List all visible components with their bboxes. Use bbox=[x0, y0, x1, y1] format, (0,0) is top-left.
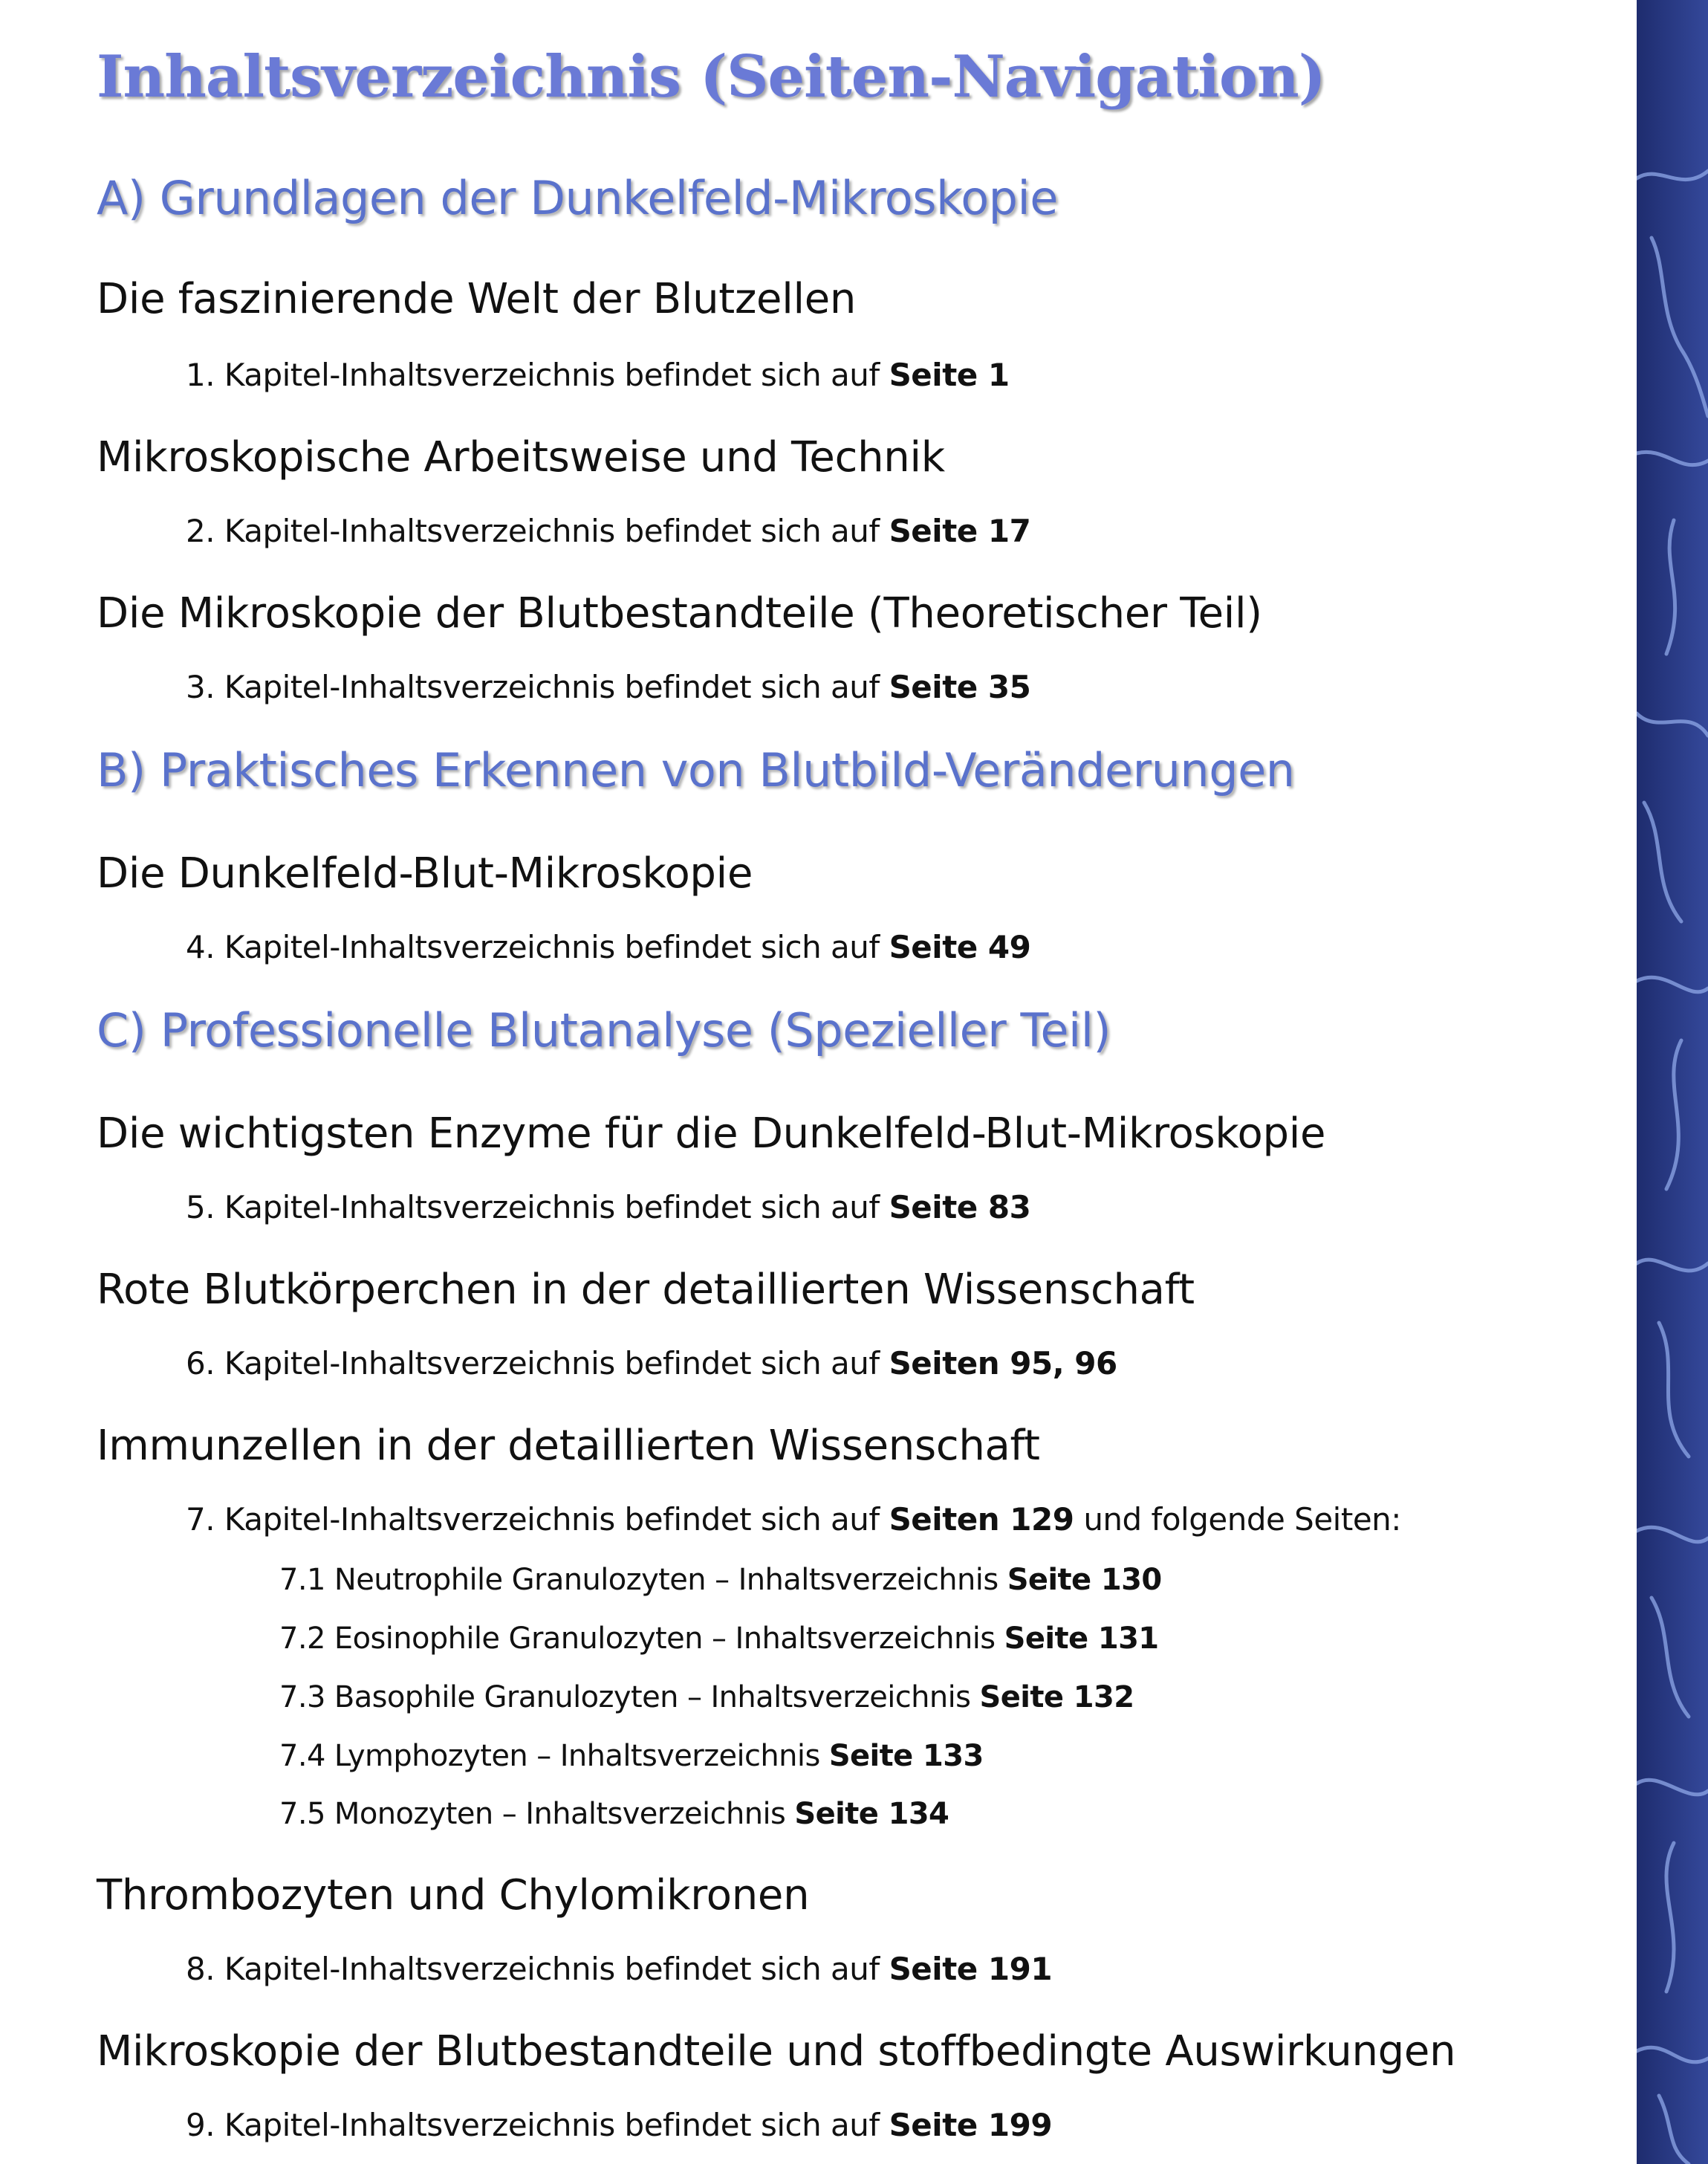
page-number-link[interactable]: Seite 83 bbox=[889, 1189, 1031, 1225]
chapter-title: Thrombozyten und Chylomikronen bbox=[97, 1871, 810, 1920]
chapter-page-reference bbox=[186, 1189, 1030, 1225]
page-number-link[interactable]: Seite 130 bbox=[1007, 1563, 1162, 1597]
subchapter-reference bbox=[279, 1739, 984, 1773]
page-number-link[interactable]: Seiten 129 bbox=[889, 1501, 1074, 1538]
chapter-page-reference bbox=[186, 513, 1030, 549]
subchapter-text: 7.3 Basophile Granulozyten – Inhaltsverzeichnis bbox=[279, 1680, 971, 1714]
page-number-link[interactable]: Seite 191 bbox=[889, 1951, 1053, 1987]
chapter-reference-text: 8. Kapitel-Inhaltsverzeichnis befindet sich auf bbox=[186, 1951, 880, 1987]
subchapter-text: 7.5 Monozyten – Inhaltsverzeichnis bbox=[279, 1797, 786, 1831]
subchapter-reference bbox=[279, 1797, 949, 1831]
page-number-link[interactable]: Seite 133 bbox=[828, 1739, 984, 1773]
chapter-title: Die Dunkelfeld-Blut-Mikroskopie bbox=[97, 849, 753, 898]
chapter-title: Rote Blutkörperchen in der detaillierten Wissenschaft bbox=[97, 1266, 1195, 1314]
chapter-page-reference bbox=[186, 2107, 1052, 2143]
page-number-link[interactable]: Seite 132 bbox=[979, 1680, 1134, 1714]
chapter-title: Mikroskopie der Blutbestandteile und stoffbedingte Auswirkungen bbox=[97, 2027, 1456, 2076]
chapter-page-reference bbox=[186, 1345, 1117, 1381]
page-number-link[interactable]: Seite 199 bbox=[889, 2107, 1053, 2143]
chapter-title: Die faszinierende Welt der Blutzellen bbox=[97, 275, 857, 323]
chapter-reference-text: 3. Kapitel-Inhaltsverzeichnis befindet sich auf bbox=[186, 669, 880, 705]
cell-texture-graphic bbox=[1637, 0, 1708, 2164]
chapter-title: Immunzellen in der detaillierten Wissenschaft bbox=[97, 1422, 1040, 1470]
section-heading-c: C) Professionelle Blutanalyse (Spezieller Teil) bbox=[97, 1003, 1111, 1057]
section-heading-a: A) Grundlagen der Dunkelfeld-Mikroskopie bbox=[97, 171, 1058, 225]
chapter-reference-text: 9. Kapitel-Inhaltsverzeichnis befindet sich auf bbox=[186, 2107, 880, 2143]
subchapter-reference bbox=[279, 1680, 1134, 1714]
subchapter-text: 7.2 Eosinophile Granulozyten – Inhaltsverzeichnis bbox=[279, 1622, 996, 1656]
page-number-link[interactable]: Seiten 95, 96 bbox=[889, 1345, 1117, 1381]
chapter-reference-text: 7. Kapitel-Inhaltsverzeichnis befindet sich auf bbox=[186, 1501, 880, 1538]
chapter-reference-text: 1. Kapitel-Inhaltsverzeichnis befindet sich auf bbox=[186, 357, 880, 393]
chapter-page-reference bbox=[186, 357, 1010, 393]
subchapter-text: 7.1 Neutrophile Granulozyten – Inhaltsverzeichnis bbox=[279, 1563, 999, 1597]
chapter-page-reference bbox=[186, 1501, 1401, 1538]
page-number-link[interactable]: Seite 17 bbox=[889, 513, 1031, 549]
chapter-page-reference bbox=[186, 929, 1030, 965]
chapter-reference-text: 4. Kapitel-Inhaltsverzeichnis befindet sich auf bbox=[186, 929, 880, 965]
chapter-reference-text: 2. Kapitel-Inhaltsverzeichnis befindet sich auf bbox=[186, 513, 880, 549]
page-number-link[interactable]: Seite 131 bbox=[1004, 1622, 1159, 1656]
page-number-link[interactable]: Seite 134 bbox=[794, 1797, 949, 1831]
subchapter-reference bbox=[279, 1622, 1159, 1656]
decorative-sidebar-image bbox=[1637, 0, 1708, 2164]
chapter-title: Die Mikroskopie der Blutbestandteile (Theoretischer Teil) bbox=[97, 589, 1262, 638]
page-number-link[interactable]: Seite 49 bbox=[889, 929, 1031, 965]
chapter-page-reference bbox=[186, 669, 1030, 705]
page-number-link[interactable]: Seite 1 bbox=[889, 357, 1010, 393]
section-heading-b: B) Praktisches Erkennen von Blutbild-Veränderungen bbox=[97, 743, 1295, 797]
chapter-title: Mikroskopische Arbeitsweise und Technik bbox=[97, 433, 945, 482]
subchapter-reference bbox=[279, 1563, 1162, 1597]
chapter-reference-suffix: und folgende Seiten: bbox=[1083, 1501, 1401, 1538]
page-number-link[interactable]: Seite 35 bbox=[889, 669, 1031, 705]
page-title: Inhaltsverzeichnis (Seiten-Navigation) bbox=[97, 43, 1325, 111]
chapter-title: Die wichtigsten Enzyme für die Dunkelfeld-Blut-Mikroskopie bbox=[97, 1109, 1326, 1158]
subchapter-text: 7.4 Lymphozyten – Inhaltsverzeichnis bbox=[279, 1739, 820, 1773]
chapter-reference-text: 6. Kapitel-Inhaltsverzeichnis befindet sich auf bbox=[186, 1345, 880, 1381]
chapter-reference-text: 5. Kapitel-Inhaltsverzeichnis befindet sich auf bbox=[186, 1189, 880, 1225]
chapter-page-reference bbox=[186, 1951, 1052, 1987]
